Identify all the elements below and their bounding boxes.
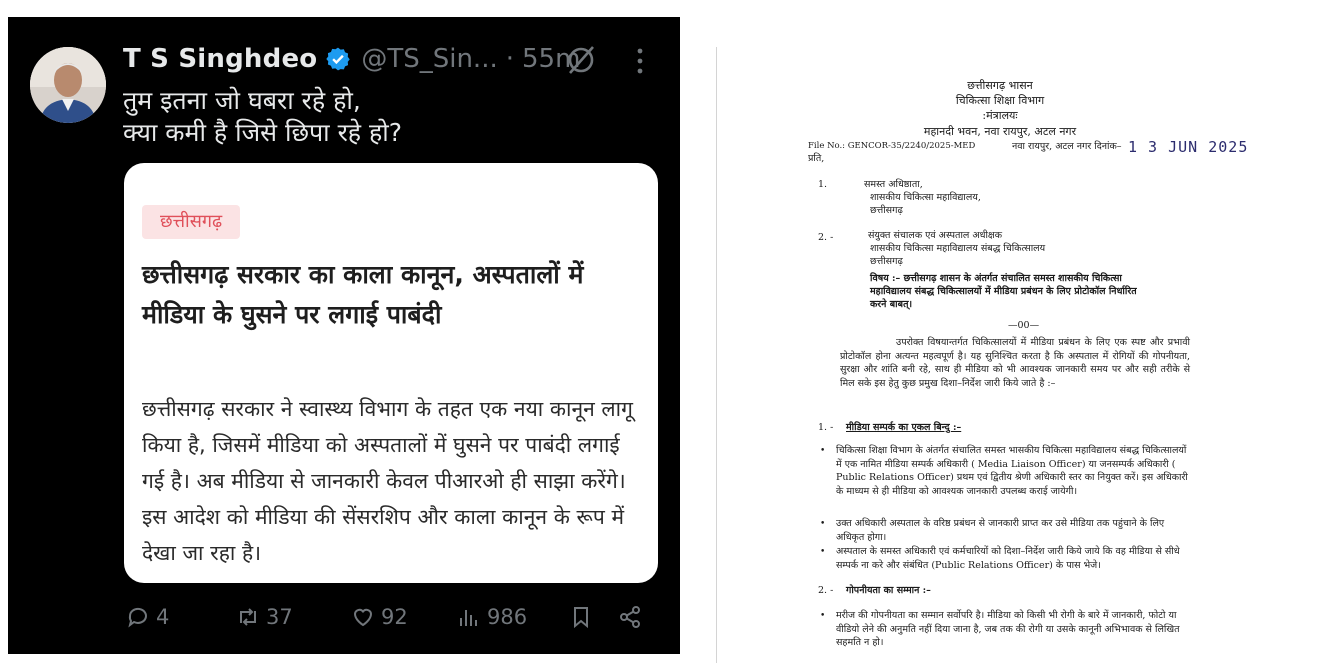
display-name[interactable]: T S Singhdeo bbox=[123, 44, 318, 74]
bullet-icon: • bbox=[820, 611, 826, 621]
repost-icon bbox=[236, 605, 260, 629]
section-2-bullet-1: मरीज की गोपनीयता का सम्मान सर्वोपरि है। मीडिया को किसी भी रोगी के बारे में जानकारी, फोटो या वीडियो लेने की अनुमति नहीं दिया जाना है, जब तक की रोगी या उसके कानूनी अभिभावक से लिखित सहमति न हो। bbox=[836, 610, 1180, 648]
section-1-bullet-2: उक्त अधिकारी अस्पताल के वरिष्ठ प्रबंधन से जानकारी प्राप्त कर उसे मीडिया तक पहुंचाने के लिए अधिकृत होगा। bbox=[836, 518, 1165, 543]
bookmark-button[interactable] bbox=[569, 597, 599, 637]
reply-button[interactable] bbox=[126, 597, 169, 637]
heart-icon bbox=[351, 605, 375, 629]
page-divider bbox=[716, 47, 717, 663]
tweet-screenshot bbox=[8, 17, 680, 654]
bullet-icon: • bbox=[820, 547, 826, 557]
bullet-icon: • bbox=[820, 519, 826, 529]
timestamp[interactable]: 55m bbox=[522, 44, 581, 74]
bullet-icon: • bbox=[820, 446, 826, 456]
section-1-bullet-3: अस्पताल के समस्त अधिकारी एवं कर्मचारियों को दिशा–निर्देश जारी किये जाये कि वह मीडिया से सीधे सम्पर्क ना करे और संबंधित (Public Relations Officer) के पास भेजे। bbox=[836, 546, 1180, 571]
repost-button[interactable] bbox=[236, 597, 293, 637]
tweet-actions bbox=[124, 597, 664, 637]
recipient-2-line-1: संयुक्त संचालक एवं अस्पताल अधीक्षक bbox=[868, 230, 1003, 241]
reply-count: 4 bbox=[156, 605, 170, 629]
views-button[interactable] bbox=[457, 597, 527, 637]
tweet-text-line-2: क्या कमी है जिसे छिपा रहे हो? bbox=[123, 118, 403, 147]
doc-file-no: File No.: GENCOR-35/2240/2025-MED bbox=[808, 141, 976, 151]
recipient-2-line-3: छत्तीसगढ़ bbox=[870, 256, 903, 267]
section-2-title: गोपनीयता का सम्मान :– bbox=[846, 585, 931, 596]
bookmark-icon bbox=[569, 605, 593, 629]
doc-to: प्रति, bbox=[808, 153, 825, 164]
card-body: छत्तीसगढ़ सरकार ने स्वास्थ्य विभाग के तहत एक नया कानून लागू किया है, जिसमें मीडिया को अस्पतालों में घुसने पर पाबंदी लगाई गई है। अब मीडिया से जानकारी केवल पीआरओ ही साझा करेंगे। इस आदेश को मीडिया की सेंसरशिप और काला कानून के रूप में देखा जा रहा है। bbox=[142, 397, 633, 565]
separator-dot: · bbox=[505, 44, 514, 74]
tweet-header bbox=[123, 41, 580, 77]
doc-address: महानदी भवन, नवा रायपुर, अटल नगर bbox=[923, 125, 1077, 138]
like-count: 92 bbox=[381, 605, 408, 629]
doc-date-stamp: 1 3 JUN 2025 bbox=[1128, 138, 1249, 156]
section-1-bullet-1: चिकित्सा शिक्षा विभाग के अंतर्गत संचालित समस्त भासकीय चिकित्सा महाविद्यालय संबद्ध चिकित्सालयों में एक नामित मीडिया सम्पर्क अधिकारी ( Media Liaison Officer) या जनसम्पर्क अधिकारी ( Public Relations Officer) प्रथम एवं द्वितीय श्रेणी अधिकारी स्तर का नियुक्त करें। इस अधिकारी के माध्यम से ही मीडिया को आवश्यक जानकारी उपलब्ध कराई जायेगी। bbox=[836, 445, 1188, 497]
reply-icon bbox=[126, 605, 150, 629]
share-icon bbox=[618, 605, 642, 629]
verified-badge-icon bbox=[325, 46, 351, 72]
handle[interactable]: @TS_Sin... bbox=[361, 44, 498, 74]
recipient-1-number: 1. bbox=[818, 179, 828, 190]
government-order-document bbox=[720, 40, 1322, 663]
doc-intro-paragraph: उपरोक्त विषयान्तर्गत चिकित्सालयों में मीडिया प्रबंधन के लिए एक स्पष्ट और प्रभावी प्रोटोकॉल होना अत्यन्त महत्वपूर्ण है। यह सुनिश्चित करता है कि अस्पताल में रोगियों की गोपनीयता, सुरक्षा और शांति बनी रहे, साथ ही मीडिया को भी आवश्यक जानकारी समय पर और सही तरीके से मिल सके इस हेतु कुछ प्रमुख दिशा–निर्देश जारी किये जाते है :– bbox=[840, 337, 1190, 389]
recipient-2-line-2: शासकीय चिकित्सा महाविद्यालय संबद्ध चिकित्सालय bbox=[870, 243, 1046, 254]
views-chart-icon bbox=[457, 605, 481, 629]
doc-gov-title: छत्तीसगढ़ भासन bbox=[967, 79, 1033, 92]
section-1-title: मीडिया सम्पर्क का एकल बिन्दु :– bbox=[846, 422, 962, 433]
more-options-icon[interactable] bbox=[630, 45, 650, 77]
tweet-text bbox=[123, 85, 663, 149]
subject-line-3: करने बाबत्। bbox=[870, 299, 913, 310]
grok-icon[interactable] bbox=[564, 43, 598, 77]
share-button[interactable] bbox=[618, 597, 648, 637]
avatar[interactable] bbox=[30, 47, 106, 123]
recipient-2-number: 2. - bbox=[818, 232, 834, 243]
subject-line-1: विषय :– छत्तीसगढ़ शासन के अंतर्गत संचालित समस्त शासकीय चिकित्सा bbox=[870, 273, 1122, 284]
doc-place-date: नवा रायपुर, अटल नगर दिनांक– bbox=[1012, 141, 1122, 152]
doc-ministry: :मंत्रालयः bbox=[982, 109, 1018, 122]
recipient-1-line-1: समस्त अधिष्ठाता, bbox=[864, 179, 923, 190]
repost-count: 37 bbox=[266, 605, 293, 629]
recipient-1-line-2: शासकीय चिकित्सा महाविद्यालय, bbox=[870, 192, 981, 203]
doc-department: चिकित्सा शिक्षा विभाग bbox=[955, 94, 1045, 107]
category-tag: छत्तीसगढ़ bbox=[142, 205, 240, 239]
link-preview-card[interactable] bbox=[124, 163, 658, 583]
recipient-1-line-3: छत्तीसगढ़ bbox=[870, 205, 903, 216]
doc-separator: —00— bbox=[1008, 320, 1040, 331]
views-count: 986 bbox=[487, 605, 528, 629]
like-button[interactable] bbox=[351, 597, 408, 637]
section-2-number: 2. - bbox=[818, 585, 834, 596]
card-headline: छत्तीसगढ़ सरकार का काला कानून, अस्पतालों में मीडिया के घुसने पर लगाई पाबंदी bbox=[142, 260, 584, 329]
tweet-text-line-1: तुम इतना जो घबरा रहे हो, bbox=[123, 86, 361, 115]
subject-line-2: महाविद्यालय संबद्ध चिकित्सालयों में मीडिया प्रबंधन के लिए प्रोटोकॉल निर्धारित bbox=[870, 286, 1137, 297]
section-1-number: 1. - bbox=[818, 422, 834, 433]
